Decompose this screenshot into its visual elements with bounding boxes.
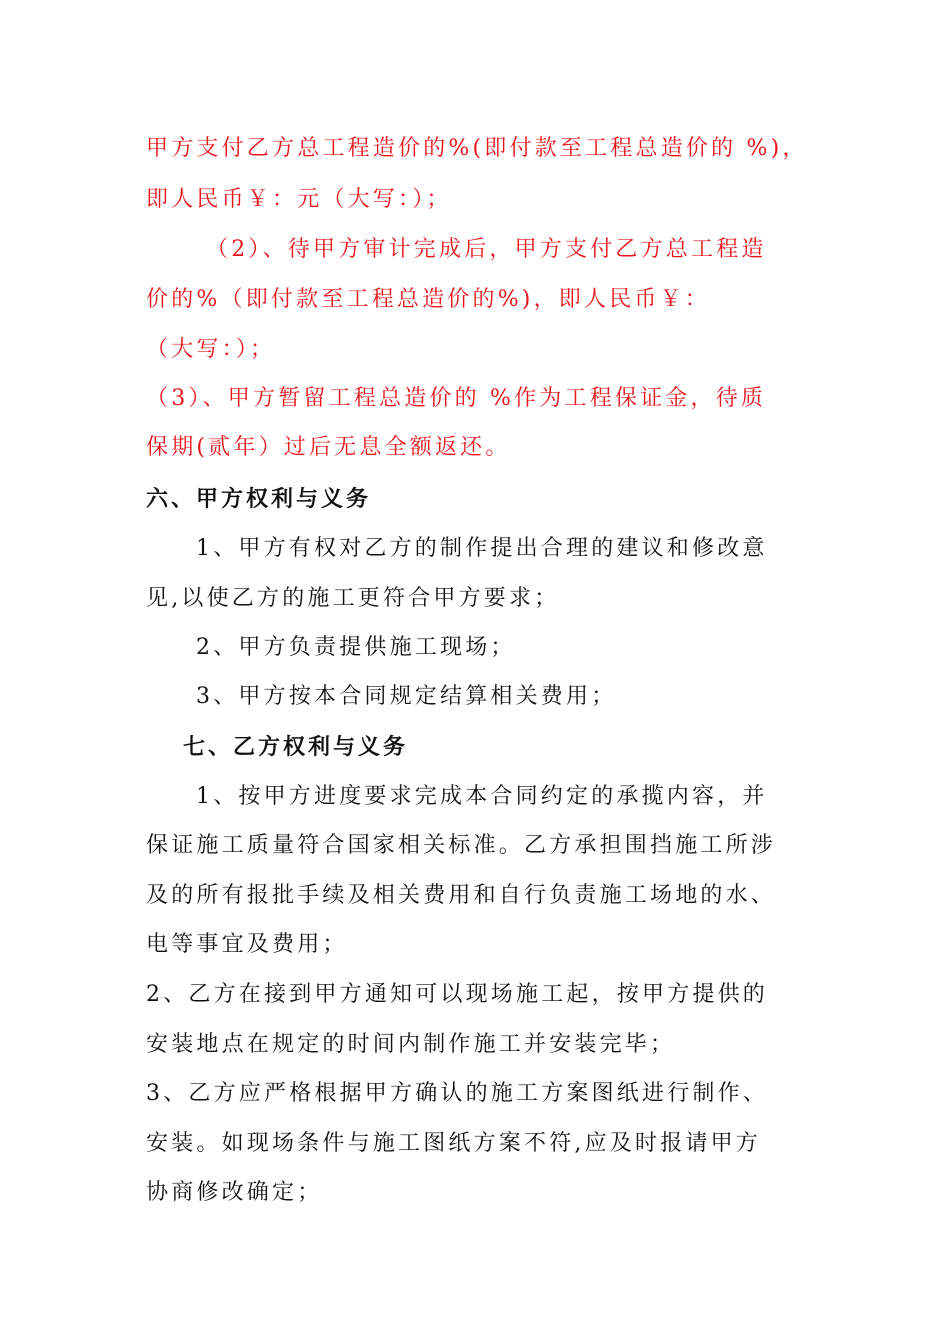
section-6-item-1-line-2: 见,以使乙方的施工更符合甲方要求； (146, 586, 560, 611)
section-6-item-2: 2、甲方负责提供施工现场； (196, 635, 516, 660)
section-7-item-3-line-3: 协商修改确定； (146, 1180, 323, 1205)
section-6-item-1-line-1: 1、甲方有权对乙方的制作提出合理的建议和修改意 (196, 536, 768, 561)
payment-term-line-1: 甲方支付乙方总工程造价的%(即付款至工程总造价的 %)， (146, 136, 808, 161)
section-7-item-3-line-2: 安装。如现场条件与施工图纸方案不符,应及时报请甲方 (146, 1131, 761, 1156)
section-7-item-1-line-4: 电等事宜及费用； (146, 932, 348, 957)
section-7-item-3-line-1: 3、乙方应严格根据甲方确认的施工方案图纸进行制作、 (146, 1081, 768, 1106)
payment-term-line-2: 即人民币￥：元（大写：）； (146, 187, 452, 212)
payment-term-line-4: 价的%（即付款至工程总造价的%)，即人民币￥： (146, 287, 710, 312)
section-7-item-2-line-1: 2、乙方在接到甲方通知可以现场施工起，按甲方提供的 (146, 982, 768, 1007)
section-6-heading: 六、甲方权利与义务 (146, 486, 372, 512)
payment-term-line-6: （3）、甲方暂留工程总造价的 %作为工程保证金，待质 (146, 386, 767, 411)
section-7-item-1-line-3: 及的所有报批手续及相关费用和自行负责施工场地的水、 (146, 883, 777, 908)
section-6-item-3: 3、甲方按本合同规定结算相关费用； (196, 684, 617, 709)
section-7-item-1-line-1: 1、按甲方进度要求完成本合同约定的承揽内容，并 (196, 784, 768, 809)
section-7-heading: 七、乙方权利与义务 (183, 734, 409, 760)
section-7-item-2-line-2: 安装地点在规定的时间内制作施工并安装完毕； (146, 1032, 676, 1057)
payment-term-line-7: 保期(贰年）过后无息全额返还。 (146, 435, 511, 460)
payment-term-line-3: （2）、待甲方审计完成后，甲方支付乙方总工程造 (206, 237, 767, 262)
section-7-item-1-line-2: 保证施工质量符合国家相关标准。乙方承担围挡施工所涉 (146, 833, 777, 858)
payment-term-line-5: （大写：）； (146, 337, 276, 362)
